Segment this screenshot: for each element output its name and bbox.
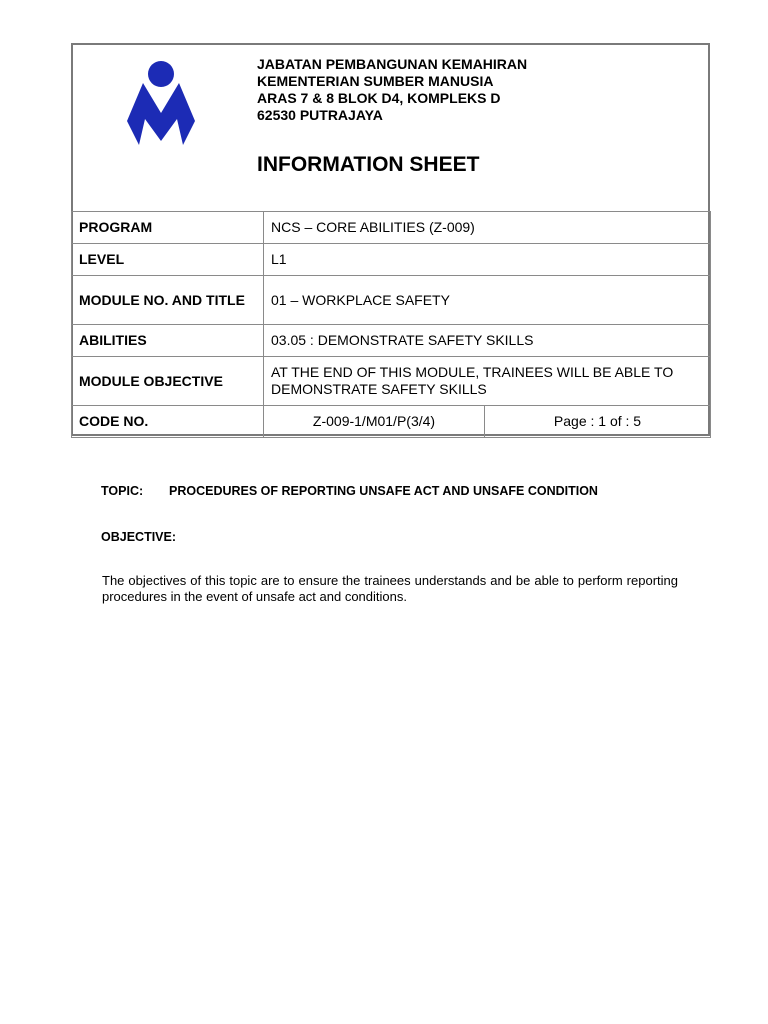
level-value: L1 xyxy=(264,244,711,276)
row-module-objective xyxy=(72,357,711,406)
organization-address xyxy=(257,56,527,124)
abilities-label: ABILITIES xyxy=(72,325,264,357)
module-objective-label: MODULE OBJECTIVE xyxy=(72,357,264,406)
code-label: CODE NO. xyxy=(72,406,264,438)
org-line-1: JABATAN PEMBANGUNAN KEMAHIRAN xyxy=(257,56,528,72)
topic-label: TOPIC: xyxy=(101,484,144,498)
row-level xyxy=(72,244,711,276)
module-objective-value: AT THE END OF THIS MODULE, TRAINEES WILL BE ABLE TO DEMONSTRATE SAFETY SKILLS xyxy=(264,357,711,406)
jpk-m-logo-icon xyxy=(127,61,195,147)
module-value: 01 – WORKPLACE SAFETY xyxy=(264,276,711,325)
topic-line xyxy=(101,484,598,498)
row-program xyxy=(72,212,711,244)
org-line-2: KEMENTERIAN SUMBER MANUSIA xyxy=(257,73,494,89)
program-value: NCS – CORE ABILITIES (Z-009) xyxy=(264,212,711,244)
level-label: LEVEL xyxy=(72,244,264,276)
page-number: Page : 1 of : 5 xyxy=(485,406,711,438)
row-module xyxy=(72,276,711,325)
program-label: PROGRAM xyxy=(72,212,264,244)
module-label: MODULE NO. AND TITLE xyxy=(72,276,264,325)
row-code xyxy=(72,406,711,438)
objective-heading: OBJECTIVE: xyxy=(101,530,177,544)
info-table xyxy=(71,211,711,438)
document-title: INFORMATION SHEET xyxy=(257,153,480,176)
code-value: Z-009-1/M01/P(3/4) xyxy=(264,406,485,438)
row-abilities xyxy=(72,325,711,357)
org-line-4: 62530 PUTRAJAYA xyxy=(257,107,383,123)
objective-paragraph: The objectives of this topic are to ensure the trainees understands and be able to perform reporting procedures in the event of unsafe act and conditions. xyxy=(102,573,678,604)
org-line-3: ARAS 7 & 8 BLOK D4, KOMPLEKS D xyxy=(257,90,501,106)
topic-value: PROCEDURES OF REPORTING UNSAFE ACT AND UNSAFE CONDITION xyxy=(169,484,598,498)
abilities-value: 03.05 : DEMONSTRATE SAFETY SKILLS xyxy=(264,325,711,357)
